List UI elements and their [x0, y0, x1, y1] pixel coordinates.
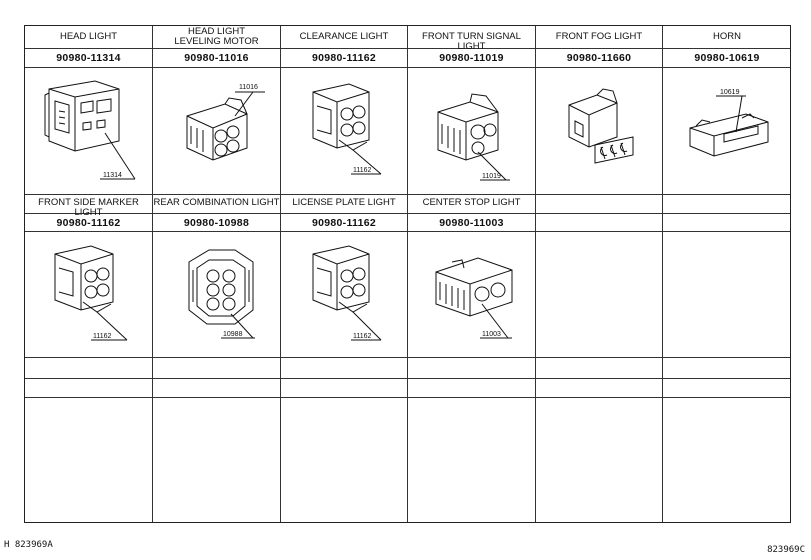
connector-label: FRONT FOG LIGHT — [555, 31, 643, 42]
connector-drawing-11019 — [420, 78, 530, 190]
figure-code-right: 823969C — [767, 545, 805, 555]
connector-label: CLEARANCE LIGHT — [299, 31, 389, 42]
row-divider — [25, 231, 790, 232]
callout-label: 11162 — [93, 333, 112, 340]
row-divider — [25, 397, 790, 398]
connector-drawing-11162 — [37, 240, 142, 352]
part-number: 90980-11016 — [184, 52, 249, 64]
column-divider — [407, 26, 408, 522]
part-number: 90980-11162 — [311, 217, 377, 229]
connector-drawing-11162 — [293, 240, 398, 352]
part-number: 90980-11003 — [439, 217, 504, 229]
part-number: 90980-11660 — [566, 52, 632, 64]
column-divider — [280, 26, 281, 522]
callout-label: 11019 — [482, 173, 501, 180]
part-number: 90980-10988 — [183, 217, 250, 229]
connector-label: HEAD LIGHT LEVELING MOTOR — [174, 26, 259, 47]
connector-table — [24, 25, 791, 523]
callout-label: 11162 — [353, 333, 372, 340]
row-divider — [25, 194, 790, 195]
callout-label: 10619 — [720, 89, 740, 96]
connector-drawing-11162 — [293, 78, 398, 190]
part-number: 90980-11162 — [56, 217, 121, 229]
connector-label: LICENSE PLATE LIGHT — [292, 197, 396, 208]
part-number: 90980-11314 — [56, 52, 121, 64]
connector-label: REAR COMBINATION LIGHT — [153, 197, 280, 208]
connector-drawing-11003 — [422, 240, 532, 352]
connector-drawing-10988 — [173, 240, 273, 352]
connector-label: CENTER STOP LIGHT — [422, 197, 521, 208]
connector-drawing-10619 — [680, 84, 785, 184]
connector-drawing-11660 — [555, 81, 655, 191]
callout-label: 10988 — [223, 331, 243, 338]
connector-label: HORN — [713, 31, 741, 42]
part-number: 90980-11019 — [439, 52, 504, 64]
part-number: 90980-10619 — [694, 52, 760, 64]
part-number: 90980-11162 — [311, 52, 377, 64]
connector-label: FRONT TURN SIGNAL LIGHT — [422, 31, 521, 52]
column-divider — [662, 26, 663, 522]
connector-label: HEAD LIGHT — [59, 31, 117, 42]
connector-label: FRONT SIDE MARKER LIGHT — [38, 197, 139, 218]
connector-drawing-11314 — [35, 71, 145, 191]
row-divider — [25, 357, 790, 358]
column-divider — [152, 26, 153, 522]
figure-code-left: H 823969A — [4, 540, 53, 550]
callout-label: 11314 — [103, 172, 122, 179]
connector-drawing-11016 — [165, 76, 270, 186]
column-divider — [535, 26, 536, 522]
callout-label: 11003 — [482, 331, 501, 338]
callout-label: 11162 — [353, 167, 372, 174]
row-divider — [25, 67, 790, 68]
row-divider — [25, 378, 790, 379]
callout-label: 11016 — [239, 84, 258, 91]
